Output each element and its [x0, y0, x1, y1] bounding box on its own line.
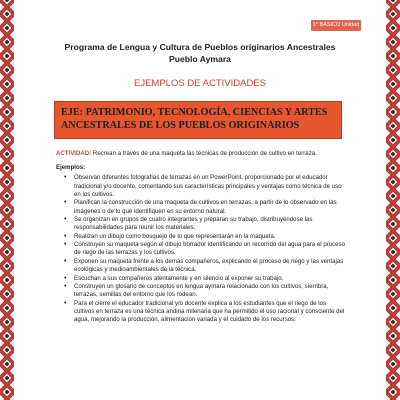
example-item: • Planifican la construcción de una maqueta de cultivos en terrazas, a partir de lo observado en las imágenes o de lo que identifiquen en su entorno natural.	[74, 199, 346, 215]
example-item: • Para el cierre el educador tradicional y/o docente explica a los estudiantes que el riego de los cultivos en terraza es una técnica andina milenaria que ha permitido el uso racional y consciente del agua, mejorando la producción, alimentación variada y el cuidado de los recursos.	[74, 300, 346, 325]
decorative-border-left	[0, 0, 14, 400]
example-item: • Construyen un glosario de conceptos en lengua aymara relacionado con los cultivos, sierribra, terrazas, semillas del entorno que los rodean.	[74, 283, 346, 299]
section-title: EJEMPLOS DE ACTIVIDADES	[134, 78, 266, 89]
activity-content	[56, 150, 346, 325]
activity-label: ACTIVIDAD:	[56, 150, 92, 157]
examples-list	[56, 174, 346, 324]
example-item: • Observan diferentes fotografías de terrazas en un PowerPoint, proporcionado por el educador tradicional y/o docente, comentando sus características principales y ventajas como técnica de uso en los cultivos.	[74, 174, 346, 199]
example-item: • Escuchan a sus compañeros atentamente y en silencio al exponer su trabajo.	[74, 275, 346, 283]
example-item: • Construyen su maqueta según el dibujo borrador identificando un recorrido del agua para el proceso de riego de las terrazas y los cultivos.	[74, 241, 346, 257]
example-item: • Exponen su maqueta frente a los demás compañeros, explicando el proceso de riego y las ventajas ecológicas y medioambientales de la técnica.	[74, 258, 346, 274]
example-item: • Realizan un dibujo como bosquejo de lo que representarán en la maqueta.	[74, 233, 346, 241]
program-title: Programa de Lengua y Cultura de Pueblos originarios Ancestrales	[64, 42, 336, 52]
example-item: • Se organizan en grupos de cuatro integrantes y preparan su trabajo, distribuyéndose las responsabilidades para reunir los materiales.	[74, 216, 346, 232]
eje-heading-box: EJE: PATRIMONIO, TECNOLOGÍA, CIENCIAS Y ARTES ANCESTRALES DE LOS PUEBLOS ORIGINARIOS	[54, 101, 342, 139]
grade-unit-badge: 1° BÁSICO Unidad 1	[312, 22, 360, 39]
program-subtitle: Pueblo Aymara	[169, 54, 231, 64]
activity-text: Recrean a través de una maqueta las técnicas de producción de cultivo en terraza.	[92, 150, 317, 157]
examples-label: Ejemplos:	[56, 164, 86, 172]
activity-statement	[56, 150, 346, 158]
decorative-border-right	[386, 0, 400, 400]
